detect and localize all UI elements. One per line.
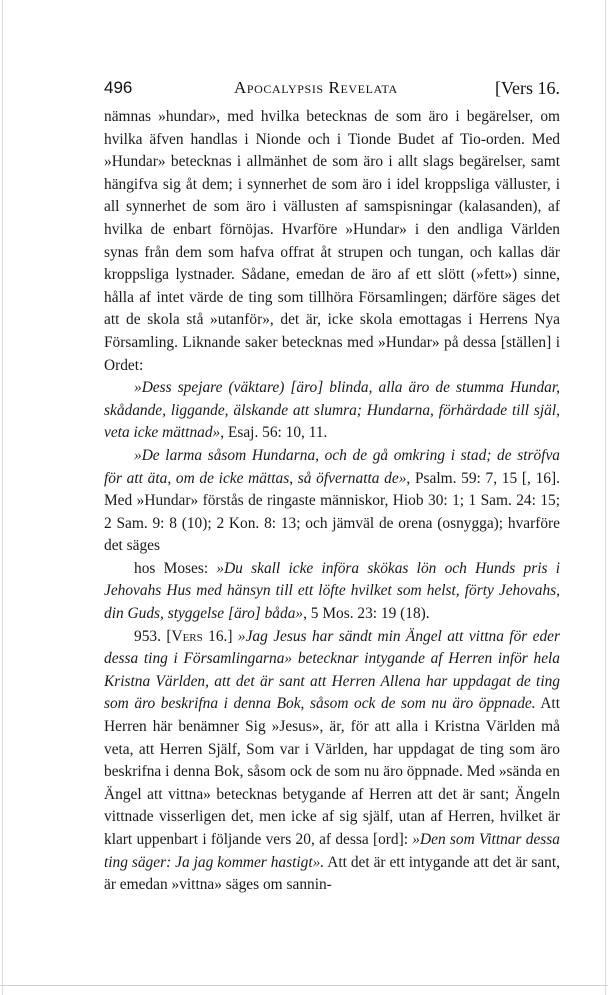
paragraph-953-italic: »Jag Jesus har sändt min Ängel att vittna för eder dessa ting i Församlingarna» betecknar intygande af Herren inför hela Kristna Världen, att det är sant att Herren Allena har uppdagat de ting som äro beskrifna i denna Bok, såsom ock de som nu äro öppnade. (104, 627, 560, 713)
vers-bracket-close: 16.] (202, 627, 238, 645)
vers-label: Vers (171, 627, 203, 645)
quote-psalm-ref: , Psalm. 59: 7, 15 [, 16]. Med »Hundar» förstås de ringaste människor, Hiob 30: 1; 1 Sam. 24: 15; 2 Sam. 9: 8 (10); 2 Kon. 8: 13; och jämväl de orena (osnygga); hvarföre det säges (104, 469, 560, 555)
quote-moses-ref: , 5 Mos. 23: 19 (18). (303, 605, 430, 623)
page-number: 496 (104, 78, 133, 97)
paragraph-953-text-end: Att det är ett intygande att det är sant, är emedan »vittna» säges om sannin- (104, 853, 560, 894)
quote-esaj (104, 377, 560, 445)
paragraph-953-quote: »Den som Vittnar dessa ting säger: Ja jag kommer hastigt». (104, 831, 560, 871)
page-edge-right (605, 0, 606, 995)
page-edge-left (2, 0, 3, 995)
paragraph-953 (104, 626, 560, 897)
quote-moses-lead: hos Moses: (134, 559, 217, 577)
quote-psalm-text: »De larma såsom Hundarna, och de gå omkring i stad; de ströfva för att äta, om de icke mättas, så öfvernatta de» (104, 446, 560, 487)
paragraph-953-text: Att Herren här benämner Sig »Jesus», är, för att alla i Kristna Världen må veta, att Herren Själf, Som var i Världen, har uppdagat de ting som äro beskrifna i denna Bok, såsom ock de som nu äro öppnade. Med »sända en Ängel att vittna» betecknas betygande af Herren att det är sant; Ängeln vittnade visserligen det, men icke af sig själf, utan af Herren, hvilket är klart uppenbart i följande vers 20, af dessa [ord]: (104, 695, 560, 848)
quote-moses-text: »Du skall icke införa skökas lön och Hunds pris i Jehovahs Hus med hänsyn till ett löfte hvilket som helst, förty Jehovahs, din Guds, styggelse [äro] båda» (104, 559, 561, 623)
quote-psalm (104, 445, 560, 558)
running-title: Apocalypsis Revelata (234, 78, 398, 97)
quote-moses (104, 558, 560, 626)
running-header (104, 76, 560, 102)
quote-esaj-text: »Dess spejare (väktare) [äro] blinda, alla äro de stumma Hundar, skådande, liggande, älskande att slumra; Hundarna, förhärdade till själ, veta icke mättnad» (104, 379, 560, 442)
page-edge-bottom (0, 985, 608, 986)
section-reference: [Vers 16. (495, 78, 560, 98)
paragraph-number: 953. (134, 627, 161, 645)
vers-bracket-open: [ (160, 627, 172, 645)
paragraph-hundar: nämnas »hundar», med hvilka betecknas de som äro i begärelser, om hvilka äfven handlas i Nionde och i Tionde Budet af Tio-orden. Med »Hundar» betecknas i allmänhet de som äro i allt slags begärelser, samt hängifva sig åt dem; i synnerhet de som äro i idel kroppsliga välluster, i all synnerhet de som äro i vällusten af samspisningar (kalasanden), af hvilka de enbart förnöjas. Hvarföre »Hundar» i den andliga Världen synas från dem som hafva offrat åt strupen och tungan, och kallas där kroppsliga lystnader. Sådane, emedan de äro af ett slött (»fett») sinne, hålla af intet värde de ting som tillhöra Församlingen; därföre säges det att de skola stå »utanför», det är, icke skola emottagas i Herrens Nya Församling. Liknande saker betecknas med »Hundar» på dessa [ställen] i Ordet: (104, 108, 560, 374)
body-text (104, 106, 560, 897)
quote-esaj-ref: , Esaj. 56: 10, 11. (220, 424, 328, 442)
